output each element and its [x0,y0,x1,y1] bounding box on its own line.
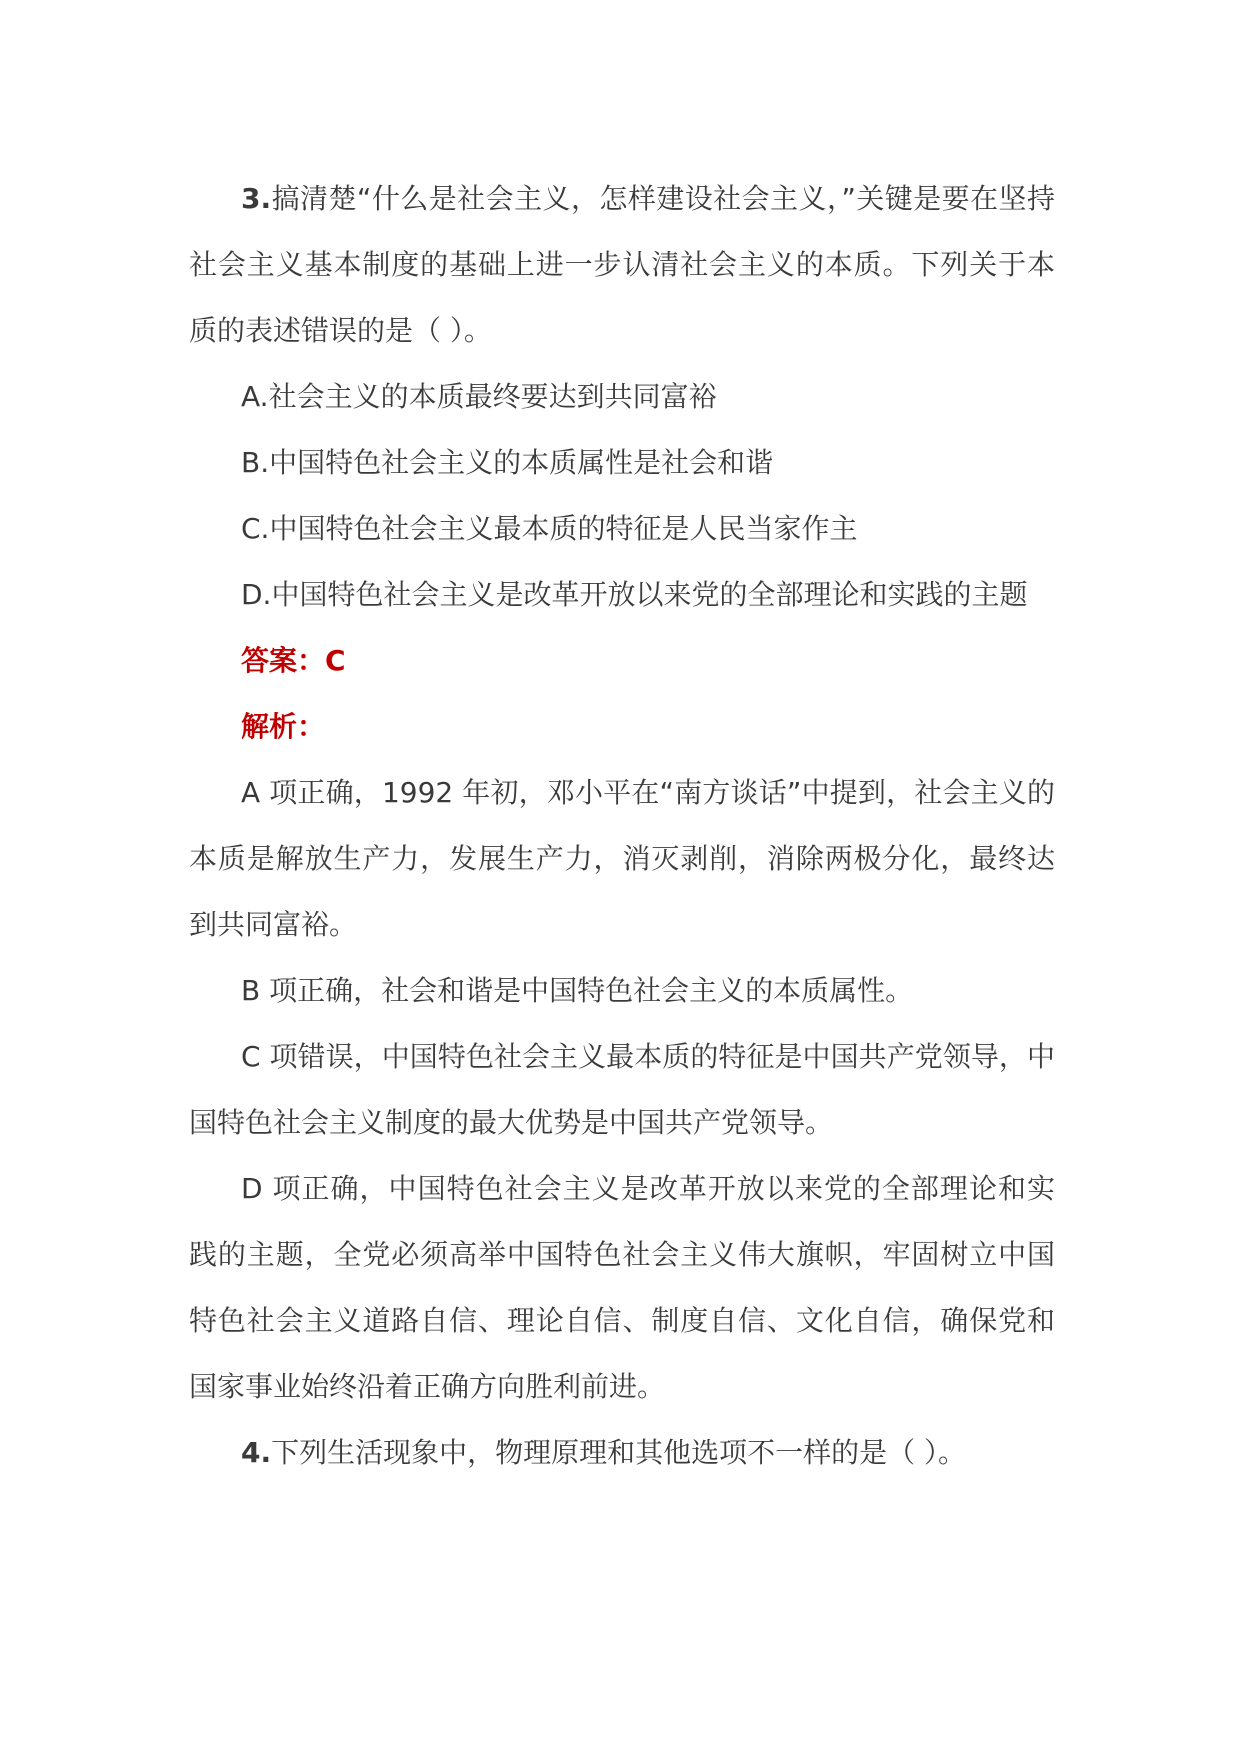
option-a: A.社会主义的本质最终要达到共同富裕 [241,380,717,413]
question-4-text: 下列生活现象中，物理原理和其他选项不一样的是（ ）。 [271,1436,967,1469]
question-3-text: 搞清楚“什么是社会主义，怎样建设社会主义，”关键是要在坚持社会主义基本制度的基础上进一步认清社会主义的本质。下列关于本质的表述错误的是（ ）。 [189,182,1055,347]
question-3-number: 3. [241,182,272,215]
document-content [189,166,1055,1486]
option-d: D.中国特色社会主义是改革开放以来党的全部理论和实践的主题 [241,578,1028,611]
question-4-number: 4. [241,1436,272,1469]
question-3-stem [189,166,1055,364]
analysis-b: B 项正确，社会和谐是中国特色社会主义的本质属性。 [241,974,914,1007]
analysis-label: 解析： [241,710,326,743]
analysis-d: D 项正确，中国特色社会主义是改革开放以来党的全部理论和实践的主题，全党必须高举中国特色社会主义伟大旗帜，牢固树立中国特色社会主义道路自信、理论自信、制度自信、文化自信，确保党和国家事业始终沿着正确方向胜利前进。 [189,1172,1055,1403]
option-c: C.中国特色社会主义最本质的特征是人民当家作主 [241,512,858,545]
answer-label: 答案：C [241,644,346,677]
analysis-a: A 项正确，1992 年初，邓小平在“南方谈话”中提到，社会主义的本质是解放生产力，发展生产力，消灭剥削，消除两极分化，最终达到共同富裕。 [189,776,1055,941]
analysis-c: C 项错误，中国特色社会主义最本质的特征是中国共产党领导，中国特色社会主义制度的最大优势是中国共产党领导。 [189,1040,1055,1139]
question-4-stem [189,1420,1055,1486]
option-b: B.中国特色社会主义的本质属性是社会和谐 [241,446,774,479]
